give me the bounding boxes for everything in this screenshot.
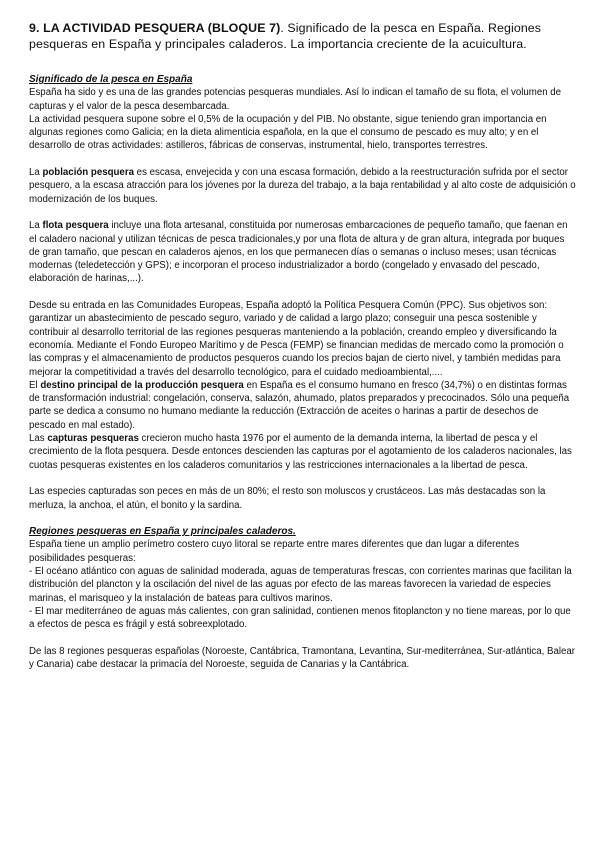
paragraph: El destino principal de la producción pesquera en España es el consumo humano en fresco (34,7%) o en distintas formas de transformación industrial: congelación, conserva, salazón, ahumado, platos preparados y precocinados. Sólo una pequeña parte se dedica a consumo no humano mediante la reducción (Extracción de aceites o harinas a partir de desechos de pescado en mal estado). bbox=[29, 379, 570, 431]
bold-term: destino principal de la producción pesquera bbox=[40, 379, 244, 391]
bold-term: capturas pesqueras bbox=[47, 433, 139, 445]
paragraph: La actividad pesquera supone sobre el 0,5% de la ocupación y del PIB. No obstante, sigue teniendo gran importancia en algunas regiones como Galicia; en la dieta alimenticia española, en la que el consumo de pescado es muy alto; y en el desarrollo de otras actividades: astilleros, fábricas de conservas, instrumental, hielo, transportes terrestres. bbox=[29, 113, 547, 152]
paragraph: - El mar mediterráneo de aguas más calientes, con gran salinidad, contienen menos fitoplancton y no tiene mareas, por lo que a efectos de pesca es frágil y está sobreexplotado. bbox=[29, 605, 571, 631]
paragraph: De las 8 regiones pesqueras españolas (Noroeste, Cantábrica, Tramontana, Levantina, Sur-mediterránea, Sur-atlántica, Balear y Canaria) cabe destacar la primacía del Noroeste, seguida de Canarias y la Cantábrica. bbox=[29, 645, 576, 671]
title-rest: . Significado de la pesca en España. Regiones pesqueras en España y principales caladeros. La importancia creciente de la acuicultura. bbox=[29, 21, 542, 51]
section-heading-significado: Significado de la pesca en España bbox=[29, 74, 193, 85]
document-page bbox=[29, 20, 577, 671]
paragraph: España tiene un amplio perímetro costero cuyo litoral se reparte entre mares diferentes que dan lugar a diferentes posibilidades pesqueras: bbox=[29, 539, 520, 564]
bold-term: flota pesquera bbox=[42, 220, 109, 232]
title-bold: 9. LA ACTIVIDAD PESQUERA (BLOQUE 7) bbox=[29, 21, 281, 35]
bold-term: población pesquera bbox=[42, 167, 134, 179]
paragraph: - El océano atlántico con aguas de salinidad moderada, aguas de temperaturas frescas, con corrientes marinas que facilitan la distribución del plancton y la oscilación del nivel de las aguas por efecto de las mareas favorecen la variedad de especies marinas, el marisqueo y la instalación de bateas para cultivos marinos. bbox=[29, 565, 572, 604]
paragraph: Las especies capturadas son peces en más de un 80%; el resto son moluscos y crustáceos. Las más destacadas son la merluza, la anchoa, el atún, el bonito y la sardina. bbox=[29, 486, 546, 511]
paragraph: La flota pesquera incluye una flota artesanal, constituida por numerosas embarcaciones de pequeño tamaño, que faenan en el caladero nacional y utilizan técnicas de pesca tradicionales,y por una flota de altura y de gran altura, integrada por buques de gran tamaño, que pescan en caladeros ajenos, en los que permanecen días o semanas o incluso meses; usan técnicas modernas (teledetección y GPS); e incorporan el proceso industrializador a bordo (congelado y envasado del pescado, elaboración de harinas,...). bbox=[29, 220, 568, 285]
paragraph: Las capturas pesqueras crecieron mucho hasta 1976 por el aumento de la demanda interna, la libertad de pesca y el crecimiento de la flota pesquera. Desde entonces descienden las capturas por el agotamiento de los caladeros nacionales, las cuotas pesqueras existentes en los caladeros comunitarios y las restricciones internacionales a la libertad de pesca. bbox=[29, 433, 572, 471]
paragraph: Desde su entrada en las Comunidades Europeas, España adoptó la Política Pesquera Común (PPC). Sus objetivos son: garantizar un abastecimiento de pescado seguro, variado y de calidad a largo plazo; conseguir una pesca sostenible y contribuir al desarrollo territorial de las regiones pesqueras manteniendo a la población, creando empleo y diversificando la economía. Mediante el Fondo Europeo Marítimo y de Pesca (FEMP) se financian medidas de mercado como la promoción o las compras y el almacenamiento de productos pesqueros cuando los precios bajan de cierto nivel, y también medidas para mejorar la competitividad a través del desarrollo tecnológico, para el cuidado medioambiental,.... bbox=[29, 300, 564, 378]
paragraph: España ha sido y es una de las grandes potencias pesqueras mundiales. Así lo indican el tamaño de su flota, el volumen de capturas y el valor de la pesca desembarcada. bbox=[29, 87, 562, 112]
page-title bbox=[29, 20, 577, 52]
section-heading-regiones: Regiones pesqueras en España y principales caladeros. bbox=[29, 526, 296, 538]
paragraph: La población pesquera es escasa, envejecida y con una escasa formación, debido a la reestructuración sufrida por el sector pesquero, a la escasa atracción para los jóvenes por la dureza del trabajo, a la baja rentabilidad y al alto coste de adquisición o modernización de los buques. bbox=[29, 167, 576, 205]
